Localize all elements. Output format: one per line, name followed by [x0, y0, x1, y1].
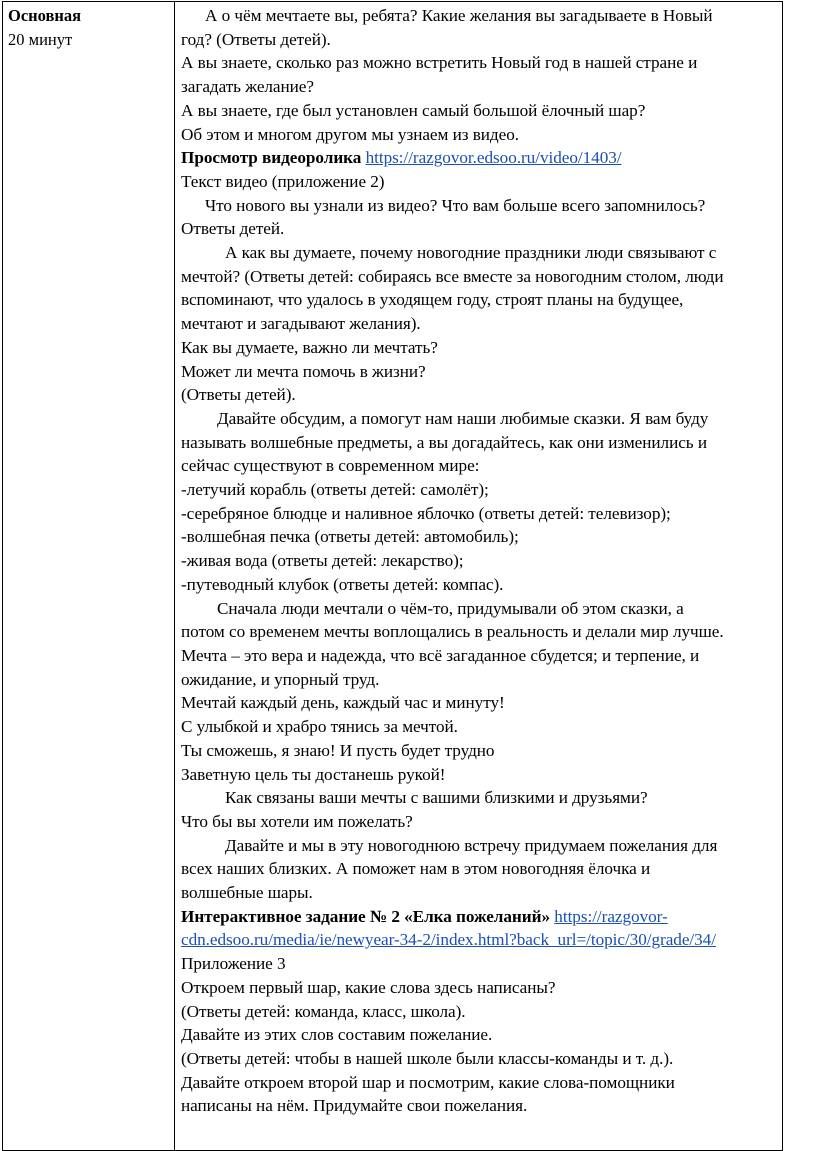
text-line: ожидание, и упорный труд.	[181, 669, 380, 689]
task-link-line	[181, 928, 774, 952]
text-line: Как вы думаете, важно ли мечтать?	[181, 337, 438, 357]
lesson-plan-table	[2, 1, 783, 1151]
list-item: -живая вода (ответы детей: лекарство);	[181, 551, 464, 571]
text-line: Может ли мечта помочь в жизни?	[181, 361, 426, 381]
task-link-part1[interactable]: https://razgovor-	[554, 906, 668, 926]
video-heading: Просмотр видеоролика	[181, 148, 362, 168]
text-line: Давайте из этих слов составим пожелание.	[181, 1025, 493, 1045]
text-line: вспоминают, что удалось в уходящем году, строят планы на будущее,	[181, 290, 684, 310]
list-item: -летучий корабль (ответы детей: самолёт);	[181, 480, 489, 500]
text-line: волшебные шары.	[181, 883, 313, 903]
list-item: -серебряное блюдце и наливное яблочко (ответы детей: телевизор);	[181, 503, 671, 523]
text-line: год? (Ответы детей).	[181, 29, 331, 49]
text-line: Мечта – это вера и надежда, что всё загаданное сбудется; и терпение, и	[181, 645, 700, 665]
text-line: Сначала люди мечтали о чём-то, придумывали об этом сказки, а	[217, 598, 684, 618]
task-line	[181, 905, 774, 929]
text-line: Как связаны ваши мечты с вашими близкими и друзьями?	[225, 788, 648, 808]
text-line: Давайте откроем второй шар и посмотрим, какие слова-помощники	[181, 1072, 675, 1092]
task-link-part2[interactable]: cdn.edsoo.ru/media/ie/newyear-34-2/index.html?back_url=/topic/30/grade/34/	[181, 930, 716, 950]
text-line: А вы знаете, где был установлен самый большой ёлочный шар?	[181, 100, 646, 120]
poem-line: Ты сможешь, я знаю! И пусть будет трудно	[181, 740, 495, 760]
poem-line: Заветную цель ты достанешь рукой!	[181, 764, 446, 784]
task-heading: Интерактивное задание № 2 «Елка пожеланий»	[181, 906, 551, 926]
text-line: сейчас существуют в современном мире:	[181, 456, 480, 476]
list-item: -волшебная печка (ответы детей: автомобиль);	[181, 527, 519, 547]
poem-line: С улыбкой и храбро тянись за мечтой.	[181, 717, 458, 737]
text-line: называть волшебные предметы, а вы догадайтесь, как они изменились и	[181, 432, 707, 452]
text-line: (Ответы детей).	[181, 385, 296, 405]
text-line: Откроем первый шар, какие слова здесь написаны?	[181, 977, 556, 997]
text-line: А вы знаете, сколько раз можно встретить Новый год в нашей стране и	[181, 53, 698, 73]
text-line: (Ответы детей: чтобы в нашей школе были классы-команды и т. д.).	[181, 1048, 674, 1068]
text-line: мечтают и загадывают желания).	[181, 314, 421, 334]
text-line: Давайте и мы в эту новогоднюю встречу придумаем пожелания для	[225, 835, 718, 855]
text-line: А о чём мечтаете вы, ребята? Какие желания вы загадываете в Новый	[205, 6, 713, 25]
text-line: написаны на нём. Придумайте свои пожелания.	[181, 1096, 528, 1116]
text-line: Текст видео (приложение 2)	[181, 171, 385, 191]
text-line: мечтой? (Ответы детей: собираясь все вместе за новогодним столом, люди	[181, 266, 724, 286]
text-line: потом со временем мечты воплощались в реальность и делали мир лучше.	[181, 622, 724, 642]
text-line: Что бы вы хотели им пожелать?	[181, 811, 413, 831]
text-line: Приложение 3	[181, 954, 286, 974]
text-line: Ответы детей.	[181, 219, 285, 239]
text-line: всех наших близких. А поможет нам в этом новогодняя ёлочка и	[181, 859, 651, 879]
list-item: -путеводный клубок (ответы детей: компас).	[181, 574, 504, 594]
video-line	[181, 146, 774, 170]
stage-title: Основная	[8, 6, 82, 25]
poem-line: Мечтай каждый день, каждый час и минуту!	[181, 693, 505, 713]
content-cell	[175, 2, 782, 1150]
stage-cell	[3, 2, 175, 1150]
text-line: загадать желание?	[181, 77, 314, 97]
video-link[interactable]: https://razgovor.edsoo.ru/video/1403/	[365, 148, 622, 168]
stage-duration: 20 минут	[8, 29, 73, 49]
text-line: Об этом и многом другом мы узнаем из видео.	[181, 124, 519, 144]
text-line: Давайте обсудим, а помогут нам наши любимые сказки. Я вам буду	[217, 408, 709, 428]
text-line: (Ответы детей: команда, класс, школа).	[181, 1001, 466, 1021]
text-line: А как вы думаете, почему новогодние праздники люди связывают с	[225, 243, 717, 263]
text-line: Что нового вы узнали из видео? Что вам больше всего запомнилось?	[205, 195, 706, 215]
